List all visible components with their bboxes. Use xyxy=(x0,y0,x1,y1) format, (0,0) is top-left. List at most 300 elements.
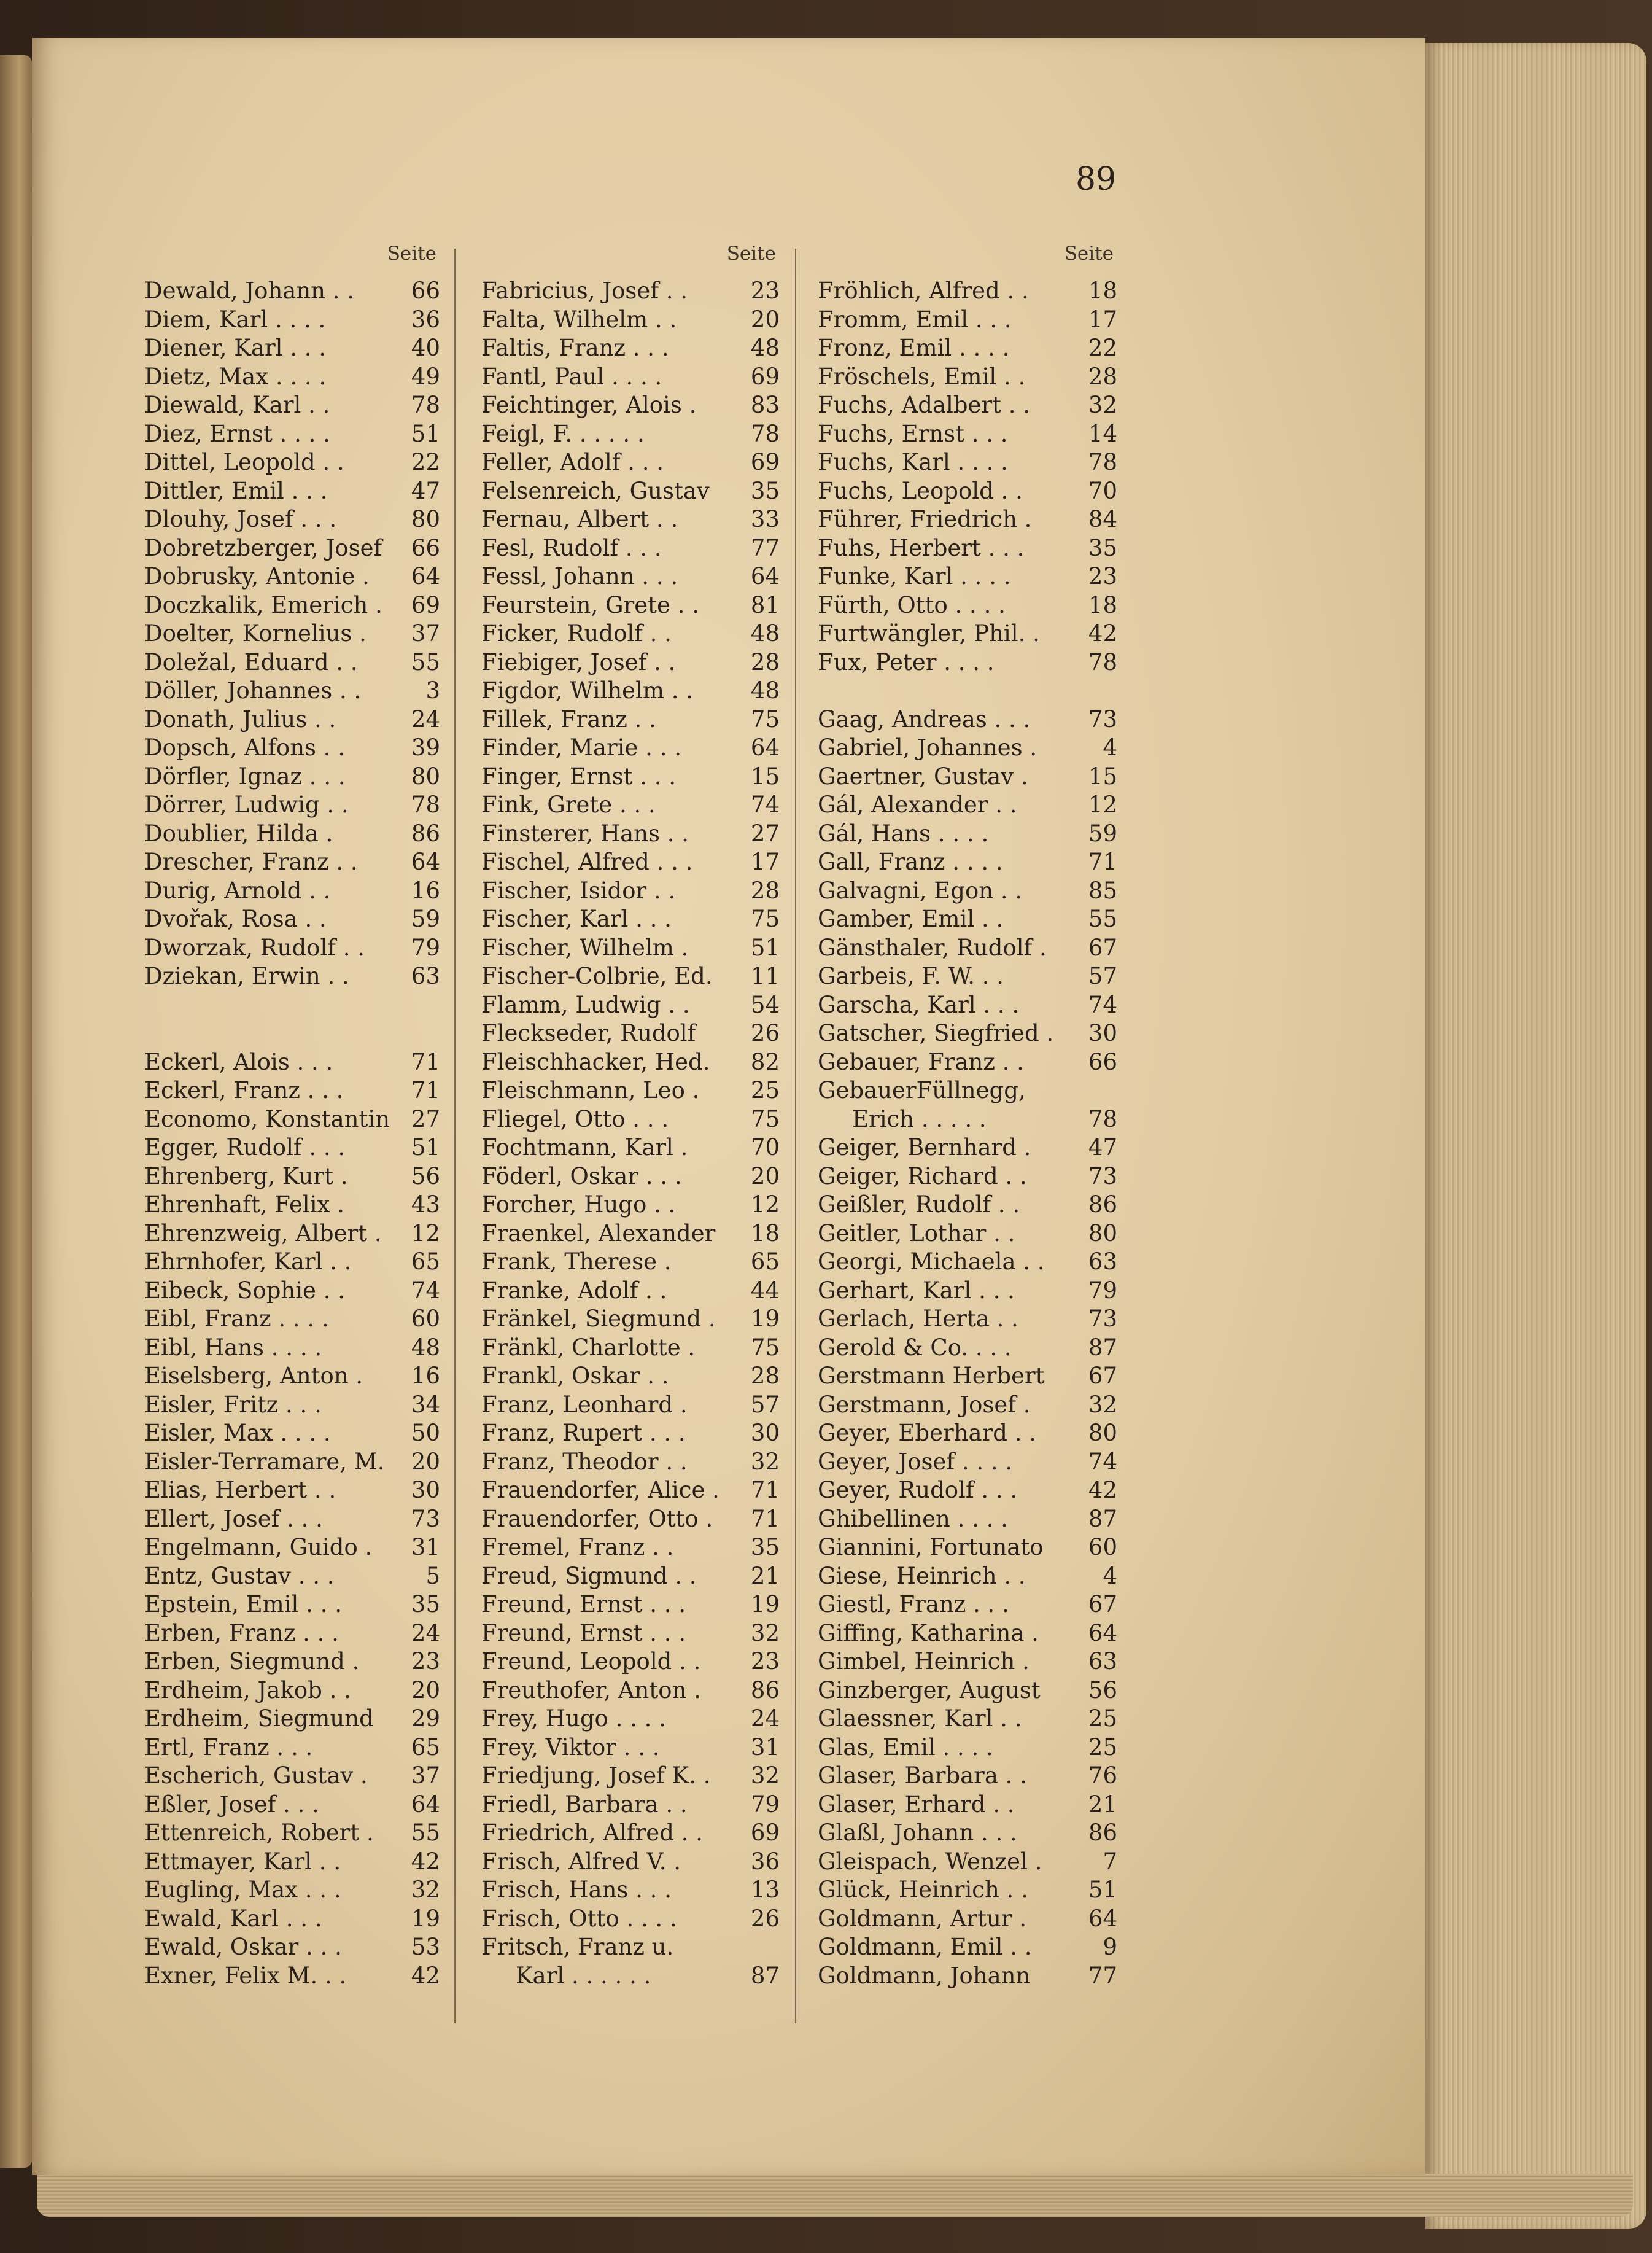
index-entry xyxy=(481,620,780,648)
entry-page: 64 xyxy=(1088,1905,1117,1932)
entry-name: Feigl, F. . . . . . xyxy=(481,420,645,447)
entry-page: 21 xyxy=(750,1562,780,1589)
entry-name: Feurstein, Grete . . xyxy=(481,591,699,618)
entry-page: 18 xyxy=(1088,591,1117,618)
entry-page: 78 xyxy=(1088,449,1117,475)
entry-page: 75 xyxy=(750,906,780,932)
entry-name: Dziekan, Erwin . . xyxy=(144,963,349,989)
index-entry xyxy=(481,505,780,534)
entry-page: 23 xyxy=(750,1648,780,1675)
entry-page: 13 xyxy=(750,1877,780,1903)
index-entry xyxy=(144,1791,440,1819)
entry-page: 74 xyxy=(750,792,780,818)
entry-page: 69 xyxy=(750,1819,780,1846)
entry-page: 36 xyxy=(750,1848,780,1875)
entry-name: Giannini, Fortunato xyxy=(818,1534,1044,1560)
index-entry xyxy=(481,1791,780,1819)
index-entry xyxy=(481,1019,780,1048)
index-entry xyxy=(481,820,780,849)
index-entry xyxy=(481,877,780,906)
index-entry xyxy=(144,1220,440,1248)
index-entry xyxy=(481,648,780,677)
index-entry xyxy=(481,677,780,706)
entry-name: Feichtinger, Alois . xyxy=(481,392,697,418)
index-entry xyxy=(818,391,1117,420)
entry-name: Ghibellinen . . . . xyxy=(818,1505,1008,1532)
index-entry xyxy=(481,277,780,306)
entry-page: 28 xyxy=(750,1363,780,1389)
page-block-edges xyxy=(1425,43,1646,2229)
entry-name: Economo, Konstantin xyxy=(144,1105,390,1132)
entry-name: Giestl, Franz . . . xyxy=(818,1591,1009,1617)
entry-name: Diez, Ernst . . . . xyxy=(144,420,330,447)
entry-page: 11 xyxy=(750,963,780,989)
entry-name: Goldmann, Artur . xyxy=(818,1905,1026,1932)
entry-page: 60 xyxy=(411,1305,440,1332)
entry-name: Freuthofer, Anton . xyxy=(481,1676,701,1703)
index-entry xyxy=(818,1590,1117,1619)
index-entry xyxy=(481,1076,780,1105)
entry-page: 12 xyxy=(750,1191,780,1218)
entry-page: 71 xyxy=(411,1077,440,1103)
index-entry xyxy=(144,1305,440,1334)
index-entry xyxy=(144,848,440,877)
entry-page: 30 xyxy=(411,1477,440,1503)
entry-page: 32 xyxy=(1088,392,1117,418)
index-entry xyxy=(144,1762,440,1791)
entry-name: Eugling, Max . . . xyxy=(144,1877,341,1903)
index-entry xyxy=(144,905,440,934)
entry-page: 20 xyxy=(411,1448,440,1475)
index-entry xyxy=(818,934,1117,963)
entry-name: GebauerFüllnegg, xyxy=(818,1077,1026,1103)
index-entry xyxy=(481,1590,780,1619)
entry-page: 30 xyxy=(1088,1020,1117,1046)
entry-page: 22 xyxy=(411,449,440,475)
index-entry xyxy=(481,706,780,734)
entry-name: Gaertner, Gustav . xyxy=(818,763,1028,790)
entry-name: Geyer, Josef . . . . xyxy=(818,1448,1013,1475)
entry-page: 25 xyxy=(1088,1734,1117,1761)
index-entry xyxy=(481,1505,780,1534)
page-block-bottom xyxy=(37,2174,1633,2217)
entry-name: Freud, Sigmund . . xyxy=(481,1562,697,1589)
entry-page: 35 xyxy=(411,1591,440,1617)
entry-page: 23 xyxy=(411,1648,440,1675)
entry-name: Escherich, Gustav . xyxy=(144,1762,368,1789)
entry-page: 4 xyxy=(1103,734,1117,761)
entry-name: Freund, Leopold . . xyxy=(481,1648,701,1675)
entry-name: Flamm, Ludwig . . xyxy=(481,991,690,1018)
entry-page: 19 xyxy=(750,1305,780,1332)
entry-page: 14 xyxy=(1088,420,1117,447)
entry-page: 28 xyxy=(750,648,780,675)
entry-page: 51 xyxy=(750,934,780,961)
entry-name: Eiselsberg, Anton . xyxy=(144,1363,363,1389)
index-entry xyxy=(818,991,1117,1020)
entry-page: 48 xyxy=(750,335,780,361)
index-entry xyxy=(481,1762,780,1791)
entry-name: Finsterer, Hans . . xyxy=(481,820,689,847)
entry-name: Exner, Felix M. . . xyxy=(144,1962,347,1989)
entry-name: Frankl, Oskar . . xyxy=(481,1363,669,1389)
index-entry xyxy=(481,1448,780,1477)
entry-page: 69 xyxy=(750,449,780,475)
entry-name: Ehrenhaft, Felix . xyxy=(144,1191,344,1218)
entry-page: 65 xyxy=(750,1248,780,1275)
index-entry xyxy=(818,306,1117,335)
index-entry xyxy=(481,1876,780,1905)
entry-page: 47 xyxy=(411,477,440,504)
index-entry xyxy=(481,1848,780,1877)
entry-name: Gerlach, Herta . . xyxy=(818,1305,1018,1332)
entry-name: Franz, Rupert . . . xyxy=(481,1420,686,1446)
index-entry xyxy=(818,420,1117,449)
entry-name: Fillek, Franz . . xyxy=(481,706,656,733)
entry-name: Ginzberger, August xyxy=(818,1676,1041,1703)
index-entry xyxy=(144,1705,440,1734)
entry-name: Friedjung, Josef K. . xyxy=(481,1762,711,1789)
entry-page: 17 xyxy=(1088,306,1117,333)
entry-page: 35 xyxy=(1088,534,1117,561)
index-entry xyxy=(481,1334,780,1363)
entry-name: Freund, Ernst . . . xyxy=(481,1591,686,1617)
index-entry xyxy=(818,1419,1117,1448)
entry-name: Fleischhacker, Hed. xyxy=(481,1048,710,1075)
index-entry xyxy=(818,1762,1117,1791)
entry-page: 78 xyxy=(1088,1105,1117,1132)
entry-name: Eckerl, Alois . . . xyxy=(144,1048,333,1075)
entry-name: Frisch, Hans . . . xyxy=(481,1877,672,1903)
index-entry xyxy=(818,562,1117,591)
entry-list xyxy=(144,277,440,1990)
entry-page: 81 xyxy=(750,591,780,618)
entry-page: 67 xyxy=(1088,1363,1117,1389)
entry-name: Fränkel, Siegmund . xyxy=(481,1305,716,1332)
index-column-f-g xyxy=(818,243,1117,1990)
index-entry xyxy=(481,1362,780,1391)
entry-page: 42 xyxy=(1088,620,1117,647)
index-entry xyxy=(144,1191,440,1220)
index-entry xyxy=(481,448,780,477)
index-entry xyxy=(818,820,1117,849)
entry-page: 80 xyxy=(411,506,440,532)
index-entry xyxy=(481,1705,780,1734)
entry-name: Gebauer, Franz . . xyxy=(818,1048,1024,1075)
entry-page: 32 xyxy=(750,1762,780,1789)
entry-name: Figdor, Wilhelm . . xyxy=(481,677,694,704)
entry-name: Fischer, Wilhelm . xyxy=(481,934,689,961)
index-entry xyxy=(481,1048,780,1077)
index-entry xyxy=(144,1905,440,1934)
index-entry xyxy=(481,1476,780,1505)
entry-name: Fritsch, Franz u. xyxy=(481,1934,674,1960)
entry-page: 78 xyxy=(1088,648,1117,675)
entry-name: Giffing, Katharina . xyxy=(818,1619,1039,1646)
entry-name: Eibeck, Sophie . . xyxy=(144,1277,346,1304)
entry-page: 24 xyxy=(411,706,440,733)
entry-name: Franz, Leonhard . xyxy=(481,1391,688,1418)
entry-page: 84 xyxy=(1088,506,1117,532)
entry-name: Ellert, Josef . . . xyxy=(144,1505,323,1532)
index-entry xyxy=(818,1705,1117,1734)
entry-name: Dobretzberger, Josef xyxy=(144,534,382,561)
entry-page: 73 xyxy=(411,1505,440,1532)
index-entry xyxy=(481,1162,780,1191)
entry-name: Fuhs, Herbert . . . xyxy=(818,534,1025,561)
entry-page: 3 xyxy=(425,677,440,704)
index-column-f xyxy=(481,243,780,1990)
entry-name: Erdheim, Jakob . . xyxy=(144,1676,351,1703)
index-entry xyxy=(481,1648,780,1676)
entry-page: 87 xyxy=(750,1962,780,1989)
entry-name: Dietz, Max . . . . xyxy=(144,363,327,390)
entry-name: Fischer, Karl . . . xyxy=(481,906,672,932)
entry-list xyxy=(818,277,1117,1990)
entry-page: 15 xyxy=(1088,763,1117,790)
index-entry xyxy=(818,1933,1117,1962)
entry-name: Fremel, Franz . . xyxy=(481,1534,674,1560)
index-entry xyxy=(144,1448,440,1477)
entry-page: 20 xyxy=(750,1162,780,1189)
entry-name: Goldmann, Emil . . xyxy=(818,1934,1032,1960)
index-entry xyxy=(481,477,780,506)
entry-name: Fraenkel, Alexander xyxy=(481,1220,716,1247)
entry-name: Dobrusky, Antonie . xyxy=(144,563,370,590)
entry-name: Finder, Marie . . . xyxy=(481,734,681,761)
index-entry xyxy=(818,1476,1117,1505)
entry-name: Glaser, Barbara . . xyxy=(818,1762,1027,1789)
entry-page: 47 xyxy=(1088,1134,1117,1161)
index-entry xyxy=(144,1533,440,1562)
entry-page: 65 xyxy=(411,1734,440,1761)
index-entry xyxy=(144,734,440,763)
entry-page: 25 xyxy=(750,1077,780,1103)
entry-page: 80 xyxy=(411,763,440,790)
entry-name: Führer, Friedrich . xyxy=(818,506,1032,532)
entry-page: 40 xyxy=(411,335,440,361)
index-entry xyxy=(144,1562,440,1591)
entry-name: Goldmann, Johann xyxy=(818,1962,1031,1989)
entry-name: Gál, Hans . . . . xyxy=(818,820,989,847)
entry-name: Geißler, Rudolf . . xyxy=(818,1191,1020,1218)
entry-name: Glas, Emil . . . . xyxy=(818,1734,993,1761)
entry-name: Fux, Peter . . . . xyxy=(818,648,995,675)
entry-name: Elias, Herbert . . xyxy=(144,1477,336,1503)
index-entry xyxy=(818,477,1117,506)
index-entry xyxy=(144,306,440,335)
entry-page: 29 xyxy=(411,1705,440,1732)
entry-page: 37 xyxy=(411,1762,440,1789)
index-entry xyxy=(818,1162,1117,1191)
index-entry xyxy=(481,1134,780,1162)
entry-name: Geitler, Lothar . . xyxy=(818,1220,1015,1247)
entry-name: Durig, Arnold . . xyxy=(144,877,331,904)
entry-name: Ehrenberg, Kurt . xyxy=(144,1162,348,1189)
entry-page: 48 xyxy=(750,677,780,704)
entry-page: 37 xyxy=(411,620,440,647)
index-entry xyxy=(144,677,440,706)
entry-name: Friedrich, Alfred . . xyxy=(481,1819,703,1846)
index-entry xyxy=(144,877,440,906)
entry-page: 76 xyxy=(1088,1762,1117,1789)
entry-page: 36 xyxy=(411,306,440,333)
index-entry xyxy=(144,334,440,363)
index-entry xyxy=(818,1648,1117,1676)
entry-name: Gall, Franz . . . . xyxy=(818,849,1003,875)
index-entry xyxy=(481,734,780,763)
index-entry xyxy=(818,448,1117,477)
entry-page: 86 xyxy=(750,1676,780,1703)
entry-name: Gerstmann Herbert xyxy=(818,1363,1045,1389)
index-entry xyxy=(818,1848,1117,1877)
entry-page: 16 xyxy=(411,877,440,904)
entry-name: Furtwängler, Phil. . xyxy=(818,620,1040,647)
entry-name: Feller, Adolf . . . xyxy=(481,449,664,475)
entry-name: Fochtmann, Karl . xyxy=(481,1134,688,1161)
index-entry xyxy=(818,1019,1117,1048)
index-entry xyxy=(818,848,1117,877)
entry-page: 16 xyxy=(411,1363,440,1389)
entry-page: 64 xyxy=(411,849,440,875)
entry-page: 23 xyxy=(750,278,780,304)
column-header: Seite xyxy=(1064,243,1114,265)
entry-name: Frey, Viktor . . . xyxy=(481,1734,660,1761)
entry-page: 20 xyxy=(750,306,780,333)
entry-page: 51 xyxy=(411,1134,440,1161)
entry-name: Fromm, Emil . . . xyxy=(818,306,1012,333)
index-entry xyxy=(144,1619,440,1648)
index-entry xyxy=(144,1962,440,1991)
entry-name: Frey, Hugo . . . . xyxy=(481,1705,666,1732)
entry-page: 35 xyxy=(750,477,780,504)
entry-name: Gatscher, Siegfried . xyxy=(818,1020,1054,1046)
entry-name: Garbeis, F. W. . . xyxy=(818,963,1004,989)
entry-page: 32 xyxy=(1088,1391,1117,1418)
index-entry xyxy=(818,734,1117,763)
index-entry xyxy=(144,1676,440,1705)
entry-name: Glück, Heinrich . . xyxy=(818,1877,1028,1903)
index-entry xyxy=(818,505,1117,534)
entry-name: Georgi, Michaela . . xyxy=(818,1248,1045,1275)
entry-name: Finger, Ernst . . . xyxy=(481,763,677,790)
index-entry xyxy=(818,1876,1117,1905)
index-entry xyxy=(481,962,780,991)
index-entry xyxy=(144,706,440,734)
entry-name: Diewald, Karl . . xyxy=(144,392,330,418)
entry-page: 57 xyxy=(750,1391,780,1418)
entry-page: 86 xyxy=(1088,1819,1117,1846)
entry-page: 42 xyxy=(411,1962,440,1989)
entry-page: 78 xyxy=(411,792,440,818)
index-entry xyxy=(481,1676,780,1705)
entry-page: 66 xyxy=(411,534,440,561)
entry-page: 9 xyxy=(1103,1934,1117,1960)
entry-name: Doczkalik, Emerich . xyxy=(144,591,382,618)
entry-page: 23 xyxy=(1088,563,1117,590)
entry-page: 79 xyxy=(411,934,440,961)
index-entry xyxy=(818,677,1117,706)
entry-page: 71 xyxy=(750,1505,780,1532)
entry-page: 26 xyxy=(750,1020,780,1046)
entry-name: Diem, Karl . . . . xyxy=(144,306,326,333)
index-entry xyxy=(144,1933,440,1962)
index-entry xyxy=(481,591,780,620)
index-entry xyxy=(144,477,440,506)
index-entry xyxy=(144,1162,440,1191)
entry-name: Gerstmann, Josef . xyxy=(818,1391,1031,1418)
index-entry xyxy=(818,1819,1117,1848)
entry-page: 70 xyxy=(1088,477,1117,504)
entry-page: 63 xyxy=(1088,1248,1117,1275)
index-entry xyxy=(818,1791,1117,1819)
index-entry xyxy=(818,1391,1117,1420)
column-divider xyxy=(454,249,456,2023)
index-entry xyxy=(144,1362,440,1391)
index-entry xyxy=(144,591,440,620)
index-entry xyxy=(818,534,1117,563)
index-entry xyxy=(818,877,1117,906)
index-entry xyxy=(481,1248,780,1277)
entry-name: Funke, Karl . . . . xyxy=(818,563,1011,590)
index-entry xyxy=(144,1048,440,1077)
entry-page: 51 xyxy=(1088,1877,1117,1903)
index-entry xyxy=(818,1562,1117,1591)
entry-page: 21 xyxy=(1088,1791,1117,1818)
entry-page: 18 xyxy=(1088,278,1117,304)
index-entry xyxy=(144,1476,440,1505)
entry-name: Felsenreich, Gustav xyxy=(481,477,710,504)
index-entry xyxy=(818,1248,1117,1277)
entry-name: Gabriel, Johannes . xyxy=(818,734,1037,761)
entry-name: Gerold & Co. . . . xyxy=(818,1334,1012,1361)
index-entry xyxy=(818,1334,1117,1363)
entry-page: 55 xyxy=(411,648,440,675)
entry-name: Doležal, Eduard . . xyxy=(144,648,358,675)
entry-name: Gerhart, Karl . . . xyxy=(818,1277,1015,1304)
entry-page: 74 xyxy=(1088,1448,1117,1475)
entry-page: 69 xyxy=(750,363,780,390)
index-entry xyxy=(818,334,1117,363)
entry-page: 79 xyxy=(1088,1277,1117,1304)
index-entry xyxy=(818,591,1117,620)
index-entry xyxy=(144,791,440,820)
index-entry xyxy=(144,1076,440,1105)
entry-page: 78 xyxy=(750,420,780,447)
column-divider xyxy=(795,249,796,2023)
entry-name: Ehrenzweig, Albert . xyxy=(144,1220,382,1247)
entry-page: 75 xyxy=(750,1105,780,1132)
index-entry xyxy=(481,1619,780,1648)
entry-name: Frauendorfer, Alice . xyxy=(481,1477,719,1503)
index-entry xyxy=(818,1305,1117,1334)
entry-name: Erdheim, Siegmund xyxy=(144,1705,374,1732)
entry-page: 48 xyxy=(411,1334,440,1361)
entry-page: 71 xyxy=(411,1048,440,1075)
entry-page: 17 xyxy=(750,849,780,875)
index-entry xyxy=(818,1048,1117,1077)
entry-page: 39 xyxy=(411,734,440,761)
entry-page: 32 xyxy=(411,1877,440,1903)
index-entry xyxy=(818,1105,1117,1134)
entry-page: 55 xyxy=(1088,906,1117,932)
entry-name: Fränkl, Charlotte . xyxy=(481,1334,696,1361)
index-entry xyxy=(818,791,1117,820)
index-entry xyxy=(481,905,780,934)
entry-page: 83 xyxy=(750,392,780,418)
index-entry xyxy=(144,420,440,449)
entry-name: Faltis, Franz . . . xyxy=(481,335,669,361)
